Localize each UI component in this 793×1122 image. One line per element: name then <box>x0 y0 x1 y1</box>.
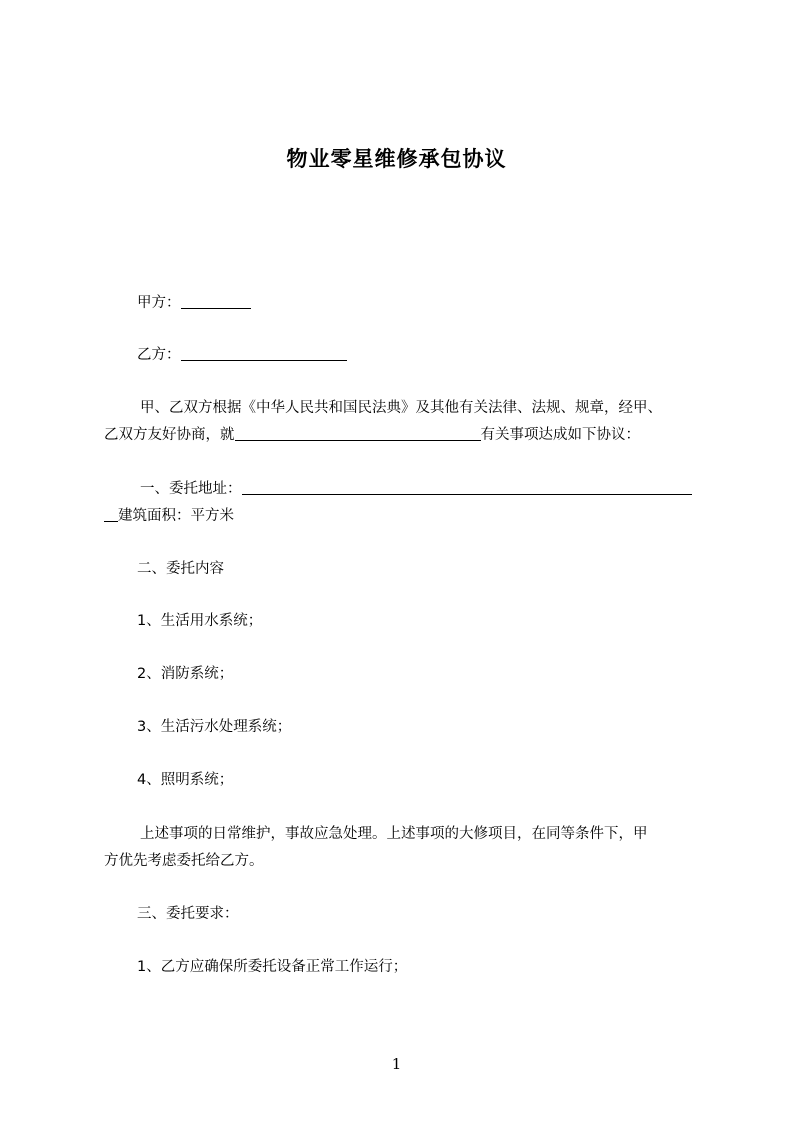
page-number: 1 <box>391 1055 402 1073</box>
party-a-line <box>137 293 251 313</box>
list-item: 3、生活污水处理系统； <box>137 719 292 735</box>
party-b-label: 乙方： <box>137 347 181 363</box>
party-b-line <box>137 345 347 365</box>
party-a-label: 甲方： <box>137 295 181 311</box>
list-item: 4、照明系统； <box>137 772 234 788</box>
party-b-blank <box>181 346 347 361</box>
building-area-label: 建筑面积：平方米 <box>118 508 234 524</box>
requirement-1: 1、乙方应确保所委托设备正常工作运行； <box>137 959 408 975</box>
maintenance-line-1: 上述事项的日常维护，事故应急处理。上述事项的大修项目，在同等条件下，甲 <box>140 826 648 842</box>
intro-line-2 <box>104 425 640 445</box>
section-1-line-1 <box>140 479 692 499</box>
intro-line-2-suffix: 有关事项达成如下协议： <box>480 427 640 443</box>
address-blank <box>242 480 692 495</box>
intro-line-2-prefix: 乙双方友好协商，就 <box>104 427 235 443</box>
maintenance-line-2: 方优先考虑委托给乙方。 <box>104 853 264 869</box>
intro-line-1: 甲、乙双方根据《中华人民共和国民法典》及其他有关法律、法规、规章，经甲、 <box>140 400 662 416</box>
section-3-heading: 三、委托要求： <box>137 906 239 922</box>
list-item: 1、生活用水系统； <box>137 613 263 629</box>
document-title: 物业零星维修承包协议 <box>286 147 507 171</box>
list-item: 2、消防系统； <box>137 666 234 682</box>
matter-blank <box>235 426 481 441</box>
section-1-label: 一、委托地址： <box>140 481 242 497</box>
section-2-heading: 二、委托内容 <box>137 561 224 577</box>
party-a-blank <box>181 294 251 309</box>
section-1-line-2 <box>104 506 234 526</box>
address-blank-continued <box>104 507 118 522</box>
